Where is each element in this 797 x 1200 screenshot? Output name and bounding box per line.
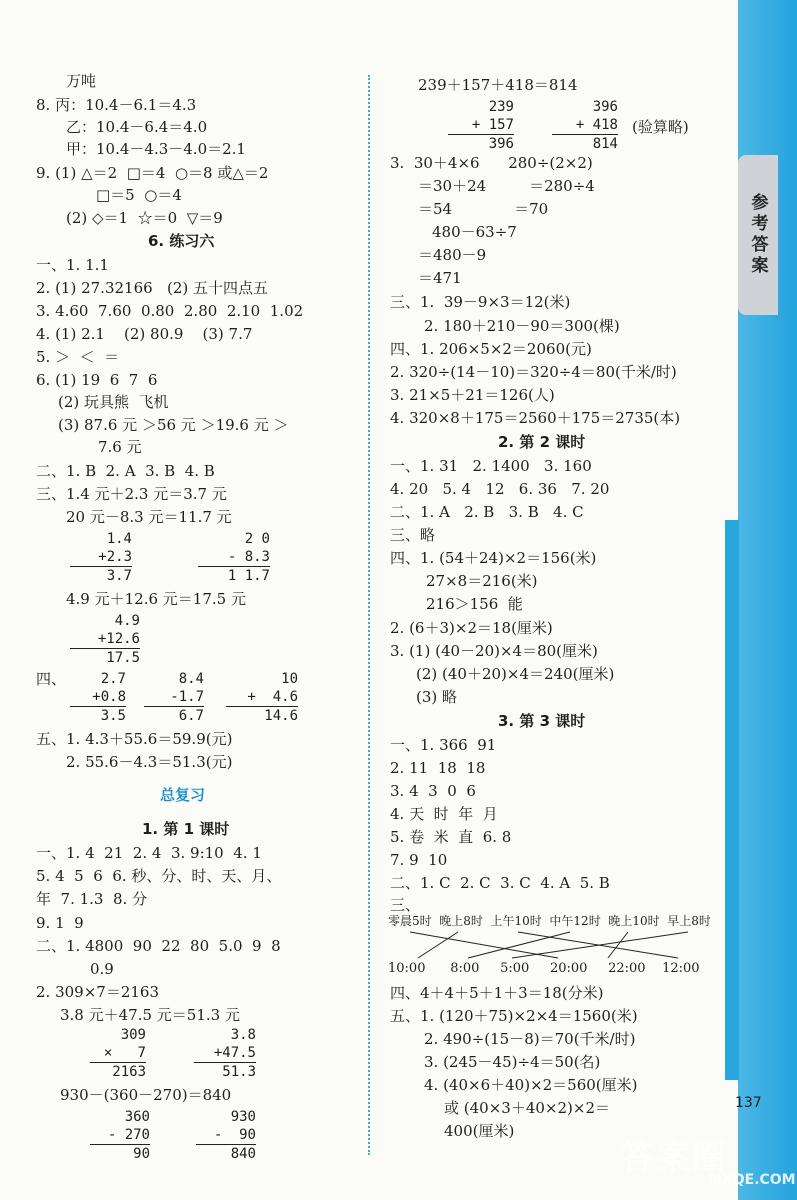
answer-line: 四、4＋4＋5＋1＋3＝18(分米) xyxy=(390,984,604,1002)
answer-line: 930－(360－270)＝840 xyxy=(60,1086,232,1104)
vertical-calc: 1.4 +2.3 3.7 xyxy=(70,530,132,585)
answer-line: 3.8 元＋47.5 元＝51.3 元 xyxy=(60,1006,240,1024)
answer-line: 4. 20 5. 4 12 6. 36 7. 20 xyxy=(390,480,610,498)
answer-line: 9. (1) △＝2 □＝4 ○＝8 或△＝2 xyxy=(36,164,269,182)
answer-line: 四、1. 206×5×2＝2060(元) xyxy=(390,340,592,358)
answer-line: 3. (245－45)÷4＝50(名) xyxy=(424,1053,601,1071)
answer-line: 甲：10.4－4.3－4.0＝2.1 xyxy=(66,140,246,158)
answer-line: 乙：10.4－6.4＝4.0 xyxy=(66,118,208,136)
answer-line: 四、 xyxy=(36,670,67,688)
answer-line: 一、1. 31 2. 1400 3. 160 xyxy=(390,457,592,475)
answer-line: 27×8＝216(米) xyxy=(426,572,538,590)
answer-line: 3. 21×5＋21＝126(人) xyxy=(390,386,555,404)
vertical-calc: 8.4 -1.7 6.7 xyxy=(144,670,204,725)
answer-line: 20 元－8.3 元＝11.7 元 xyxy=(66,508,232,526)
watermark-logo: 答案圈 xyxy=(620,1138,728,1178)
answer-line: (验算略) xyxy=(632,118,689,136)
section-heading: 6. 练习六 xyxy=(148,232,215,250)
answer-line: 2. 320÷(14－10)＝320÷4＝80(千米/时) xyxy=(390,363,677,381)
side-color-step xyxy=(725,520,739,1080)
answer-line: 0.9 xyxy=(90,960,114,978)
answer-line: 一、1. 4 21 2. 4 3. 9:10 4. 1 xyxy=(36,844,262,862)
matching-bottom-row: 10:00 8:00 5:00 20:00 22:00 12:00 xyxy=(388,961,700,976)
answer-line: 一、1. 366 91 xyxy=(390,736,497,754)
answer-line: 3. 30＋4×6 280÷(2×2) xyxy=(390,154,593,172)
answer-line: (2) 玩具熊 飞机 xyxy=(58,393,169,411)
answer-line: 四、1. (54＋24)×2＝156(米) xyxy=(390,549,597,567)
answer-line: 或 (40×3＋40×2)×2＝ xyxy=(444,1099,610,1117)
answer-line: 400(厘米) xyxy=(444,1122,515,1140)
section-heading-review: 总复习 xyxy=(160,786,206,804)
answer-line: ＝30＋24 ＝280÷4 xyxy=(418,177,595,195)
answer-line: (3) 略 xyxy=(416,688,458,706)
watermark-url: MXQE.COM xyxy=(708,1172,796,1188)
vertical-calc: 930 - 90 840 xyxy=(196,1108,256,1163)
answer-line: 2. (1) 27.32166 (2) 五十四点五 xyxy=(36,279,268,297)
answer-line: 三、1. 39－9×3＝12(米) xyxy=(390,293,571,311)
answer-line: 2. 180＋210－90＝300(棵) xyxy=(424,317,620,335)
answer-line: 7.6 元 xyxy=(98,438,142,456)
answer-line: 5. 卷 米 直 6. 8 xyxy=(390,828,512,846)
answer-line: 4. (1) 2.1 (2) 80.9 (3) 7.7 xyxy=(36,325,253,343)
vertical-calc: 396 + 418 814 xyxy=(552,98,618,153)
answer-line: 8. 丙：10.4－6.1＝4.3 xyxy=(36,96,197,114)
answer-line: 4.9 元＋12.6 元＝17.5 元 xyxy=(66,590,246,608)
vertical-calc: 239 + 157 396 xyxy=(448,98,514,153)
answer-line: 3. (1) (40－20)×4＝80(厘米) xyxy=(390,642,598,660)
answer-line: 三、 xyxy=(390,896,421,914)
vertical-calc: 3.8 +47.5 51.3 xyxy=(194,1026,256,1081)
answer-line: 2. 55.6－4.3＝51.3(元) xyxy=(66,753,233,771)
answer-line: 年 7. 1.3 8. 分 xyxy=(36,890,148,908)
answer-line: 2. (6＋3)×2＝18(厘米) xyxy=(390,619,553,637)
answer-line: 3. 4.60 7.60 0.80 2.80 2.10 1.02 xyxy=(36,302,304,320)
answer-line: 7. 9 10 xyxy=(390,851,448,869)
answer-line: (2) ◇＝1 ☆＝0 ▽＝9 xyxy=(66,209,223,227)
section-heading: 2. 第 2 课时 xyxy=(498,433,586,451)
answer-line: ＝471 xyxy=(418,269,462,287)
answer-line: 5. ＞ ＜ ＝ xyxy=(36,348,120,366)
vertical-calc: 360 - 270 90 xyxy=(90,1108,150,1163)
answer-line: 二、1. B 2. A 3. B 4. B xyxy=(36,462,215,480)
answer-line: 3. 4 3 0 6 xyxy=(390,782,476,800)
answer-line: 二、1. A 2. B 3. B 4. C xyxy=(390,503,584,521)
vertical-calc: 4.9 +12.6 17.5 xyxy=(70,612,140,667)
answer-line: 二、1. C 2. C 3. C 4. A 5. B xyxy=(390,874,610,892)
answer-line: □＝5 ○＝4 xyxy=(96,186,182,204)
answer-line: 4. (40×6＋40)×2＝560(厘米) xyxy=(424,1076,638,1094)
answer-line: 五、1. (120＋75)×2×4＝1560(米) xyxy=(390,1007,638,1025)
answer-line: 4. 天 时 年 月 xyxy=(390,805,498,823)
answer-line: 9. 1 9 xyxy=(36,914,84,932)
answer-line: 万吨 xyxy=(66,72,97,90)
vertical-calc: 2.7 +0.8 3.5 xyxy=(70,670,126,725)
answer-key-tab-label: 参考答案 xyxy=(747,193,768,277)
answer-line: 五、1. 4.3＋55.6＝59.9(元) xyxy=(36,730,233,748)
answer-line: 一、1. 1.1 xyxy=(36,256,109,274)
answer-line: 2. 490÷(15－8)＝70(千米/时) xyxy=(424,1030,636,1048)
answer-line: 5. 4 5 6 6. 秒、分、时、天、月、 xyxy=(36,867,282,885)
answer-line: 2. 11 18 18 xyxy=(390,759,486,777)
answer-line: ＝480－9 xyxy=(418,246,487,264)
page-number: 137 xyxy=(735,1095,762,1111)
section-heading: 1. 第 1 课时 xyxy=(142,820,230,838)
answer-key-tab[interactable] xyxy=(738,155,778,315)
matching-top-row: 零晨5时 晚上8时 上午10时 中午12时 晚上10时 早上8时 xyxy=(388,914,711,928)
answer-line: 三、1.4 元＋2.3 元＝3.7 元 xyxy=(36,485,227,503)
answer-line: 239＋157＋418＝814 xyxy=(418,76,578,94)
answer-line: 二、1. 4800 90 22 80 5.0 9 8 xyxy=(36,937,281,955)
answer-line: (2) (40＋20)×4＝240(厘米) xyxy=(416,665,615,683)
answer-line: 2. 309×7＝2163 xyxy=(36,983,159,1001)
vertical-calc: 309 × 7 2163 xyxy=(90,1026,146,1081)
answer-line: 三、略 xyxy=(390,526,436,544)
matching-lines xyxy=(388,930,718,960)
answer-line: 480－63÷7 xyxy=(432,223,517,241)
section-heading: 3. 第 3 课时 xyxy=(498,712,586,730)
answer-line: ＝54 ＝70 xyxy=(418,200,549,218)
vertical-calc: 10 + 4.6 14.6 xyxy=(226,670,298,725)
column-divider xyxy=(368,75,370,1155)
answer-line: (3) 87.6 元 ＞56 元 ＞19.6 元 ＞ xyxy=(58,416,289,434)
answer-line: 4. 320×8＋175＝2560＋175＝2735(本) xyxy=(390,409,681,427)
answer-line: 6. (1) 19 6 7 6 xyxy=(36,371,158,389)
vertical-calc: 2 0 - 8.3 1 1.7 xyxy=(198,530,270,585)
answer-line: 216＞156 能 xyxy=(426,595,523,613)
